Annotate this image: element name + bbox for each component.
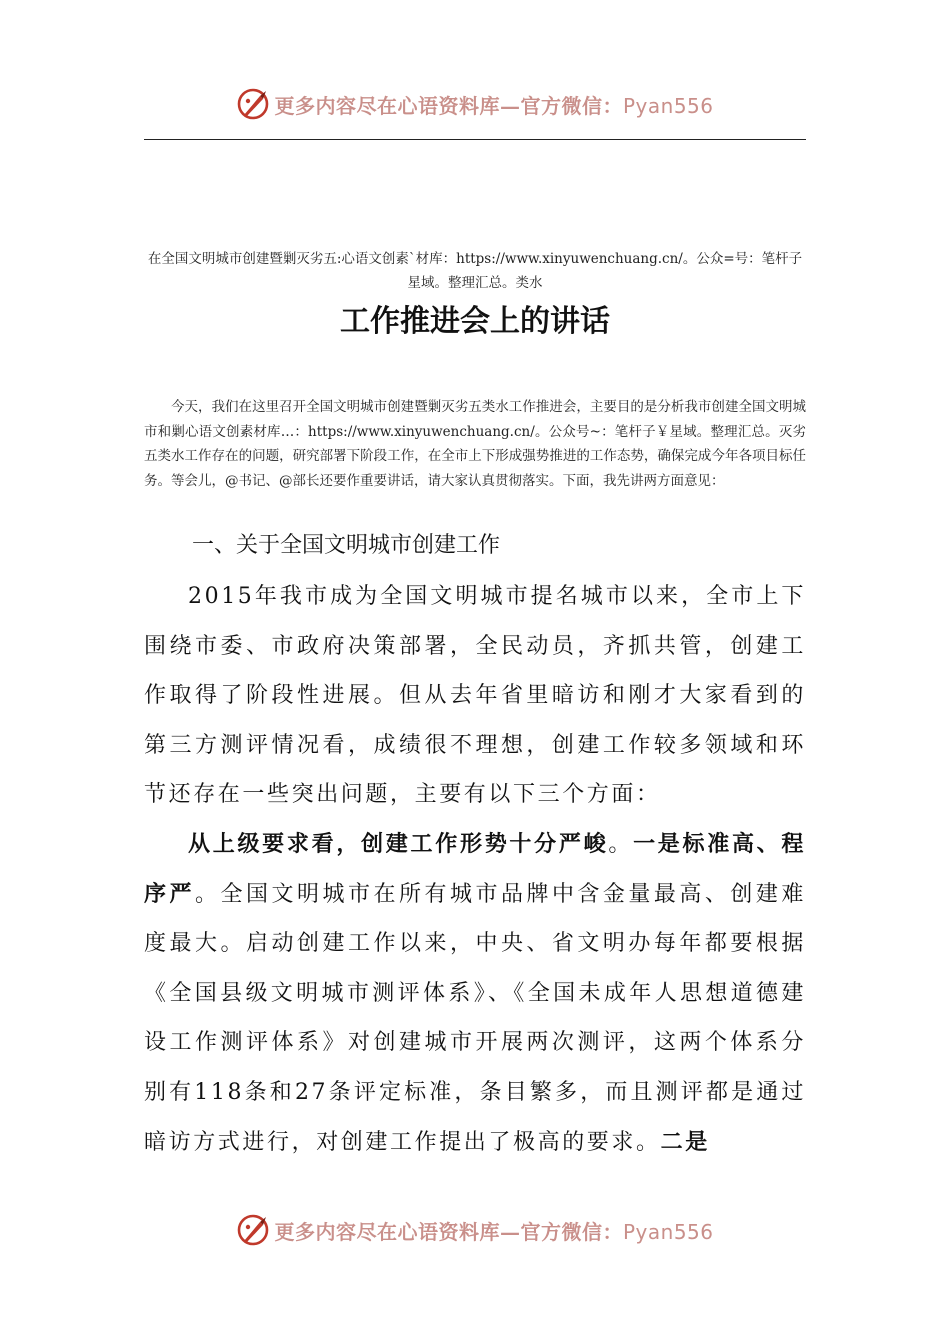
header-divider [144,139,806,140]
header-banner-wechat-id: Pyan556 [622,93,714,118]
body-paragraph-2 [144,820,806,1167]
quill-pen-logo-icon [236,87,270,121]
document-title: 工作推进会上的讲话 [340,304,610,339]
paragraph-2-bold-lead: 从上级要求看，创建工作形势十分严峻 [188,831,609,857]
quill-pen-logo-icon [236,1213,270,1247]
footer-banner-text: 更多内容尽在心语资料库—官方微信：Pyan556 [274,1219,714,1244]
footer-banner-wechat-id: Pyan556 [622,1219,714,1244]
paragraph-2-point-2: 二是 [660,1128,710,1155]
intro-paragraph: 今天，我们在这里召开全国文明城市创建暨剿灭劣五类水工作推进会，主要目的是分析我市创建全国文明城市和剿心语文创素材库…：https://www.xinyuwenchuang.cn/。公众号~：笔杆子￥星域。整理汇总。灭劣五类水工作存在的问题，研究部署下阶段工作，在全市上下形成强势推进的工作态势，确保完成今年各项目标任务。等会儿，@书记、@部长还要作重要讲话，请大家认真贯彻落实。下面，我先讲两方面意见： [144,399,806,489]
footer-banner [0,1208,950,1252]
body-paragraph-1: 2015年我市成为全国文明城市提名城市以来，全市上下围绕市委、市政府决策部署，全民动员，齐抓共管，创建工作取得了阶段性进展。但从去年省里暗访和刚才大家看到的第三方测评情况看，成绩很不理想，创建工作较多领域和环节还存在一些突出问题，主要有以下三个方面： [144,584,806,808]
paragraph-2-text: 。全国文明城市在所有城市品牌中含金量最高、创建难度最大。启动创建工作以来，中央、省文明办每年都要根据《全国县级文明城市测评体系》、《全国未成年人思想道德建设工作测评体系》对创建城市开展两次测评，这两个体系分别有118条和27条评定标准，条目繁多，而且测评都是通过暗访方式进行，对创建工作提出了极高的要求。 [144,881,807,1155]
header-banner [0,82,950,126]
header-banner-text: 更多内容尽在心语资料库—官方微信：Pyan556 [274,93,714,118]
section-heading: 一、关于全国文明城市创建工作 [192,533,501,558]
paragraph-2-separator: 。 [608,832,634,857]
pre-title-line: 在全国文明城市创建暨剿灭劣五:心语文创素`材库：https://www.xinyuwenchuang.cn/。公众=号：笔杆子星域。整理汇总。类水 [147,251,803,291]
paragraph-2-point-1: 一是标准高、程序严 [144,831,807,907]
